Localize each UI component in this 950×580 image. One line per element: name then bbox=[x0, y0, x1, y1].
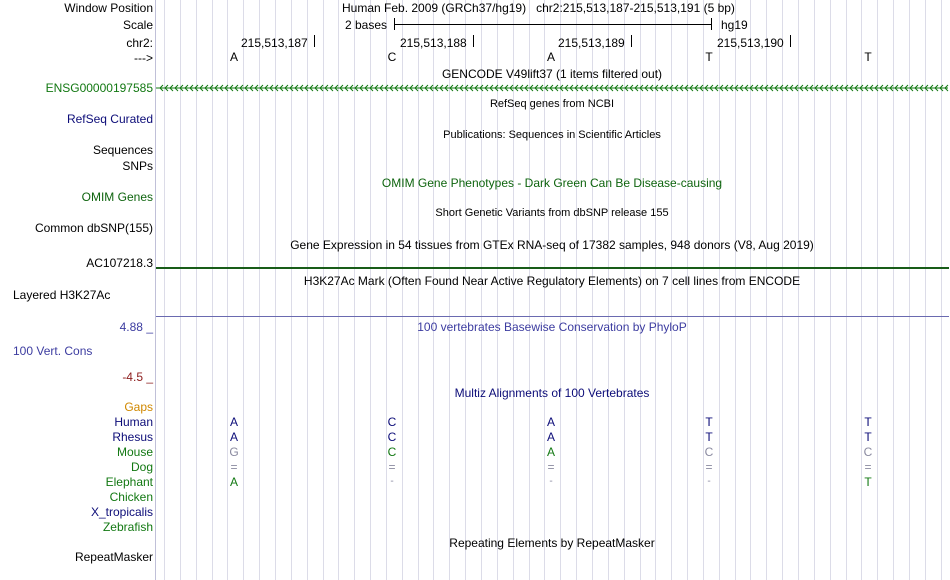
species-label[interactable]: Chicken bbox=[109, 490, 153, 504]
conservation-min-label: -4.5 _ bbox=[122, 370, 153, 384]
alignment-base: T bbox=[705, 415, 713, 429]
alignment-base: - bbox=[390, 476, 394, 487]
scale-bases: 2 bases bbox=[345, 18, 388, 32]
gaps-label[interactable]: Gaps bbox=[124, 400, 153, 414]
position-label: 215,513,190 bbox=[717, 36, 784, 50]
alignment-base: = bbox=[547, 460, 555, 474]
alignment-base: A bbox=[546, 445, 555, 459]
multiz-track-title: Multiz Alignments of 100 Vertebrates bbox=[454, 386, 650, 400]
alignment-base: C bbox=[387, 415, 397, 429]
gencode-track-title: GENCODE V49lift37 (1 items filtered out) bbox=[441, 67, 663, 81]
alignment-base: A bbox=[546, 415, 555, 429]
alignment-base: - bbox=[707, 476, 711, 487]
conservation-max-label: 4.88 _ bbox=[119, 320, 153, 334]
alignment-base: = bbox=[705, 460, 713, 474]
dbsnp-track-title: Short Genetic Variants from dbSNP release 155 bbox=[435, 207, 669, 219]
alignment-base: - bbox=[549, 476, 553, 487]
alignment-base: T bbox=[705, 430, 713, 444]
window-position-label: Window Position bbox=[64, 1, 153, 15]
alignment-base: G bbox=[229, 445, 239, 459]
alignment-base: = bbox=[230, 460, 238, 474]
alignment-base: T bbox=[864, 475, 872, 489]
position-label: 215,513,188 bbox=[400, 36, 467, 50]
species-label[interactable]: Human bbox=[114, 415, 153, 429]
scale-label: Scale bbox=[122, 18, 153, 32]
publications-sequences-label[interactable]: Sequences bbox=[92, 143, 153, 157]
publications-track-title: Publications: Sequences in Scientific Articles bbox=[443, 129, 661, 141]
alignment-base: C bbox=[863, 445, 873, 459]
refseq-track-label[interactable]: RefSeq Curated bbox=[66, 112, 153, 126]
alignment-base: T bbox=[864, 430, 872, 444]
strand-arrow: ---> bbox=[134, 51, 153, 65]
conservation-track-title: 100 vertebrates Basewise Conservation by PhyloP bbox=[417, 320, 687, 334]
alignment-base: T bbox=[864, 415, 872, 429]
gtex-gene-label[interactable]: AC107218.3 bbox=[86, 256, 153, 270]
species-label[interactable]: Rhesus bbox=[112, 430, 153, 444]
reference-base: A bbox=[229, 50, 238, 64]
species-label[interactable]: Zebrafish bbox=[102, 520, 153, 534]
conservation-track-label[interactable]: 100 Vert. Cons bbox=[13, 344, 93, 358]
species-label[interactable]: Mouse bbox=[116, 445, 153, 459]
alignment-base: = bbox=[388, 460, 396, 474]
gtex-track-title: Gene Expression in 54 tissues from GTEx RNA-seq of 17382 samples, 948 donors (V8, Aug 2019) bbox=[290, 238, 814, 252]
refseq-track-title: RefSeq genes from NCBI bbox=[489, 98, 615, 110]
gtex-gene-feature[interactable] bbox=[156, 267, 949, 269]
reference-base: A bbox=[546, 50, 555, 64]
chrom-label: chr2: bbox=[126, 36, 153, 50]
position-label: 215,513,187 bbox=[241, 36, 308, 50]
reference-base: T bbox=[705, 50, 713, 64]
repeatmasker-track-title: Repeating Elements by RepeatMasker bbox=[449, 536, 655, 550]
species-label[interactable]: Elephant bbox=[105, 475, 153, 489]
h3k27ac-track-label[interactable]: Layered H3K27Ac bbox=[13, 288, 111, 302]
dbsnp-track-label[interactable]: Common dbSNP(155) bbox=[34, 221, 153, 235]
h3k27ac-track-title: H3K27Ac Mark (Often Found Near Active Regulatory Elements) on 7 cell lines from ENCODE bbox=[303, 274, 801, 288]
omim-track-title: OMIM Gene Phenotypes - Dark Green Can Be Disease-causing bbox=[381, 176, 723, 190]
scale-assembly: hg19 bbox=[721, 18, 748, 32]
species-label[interactable]: X_tropicalis bbox=[90, 505, 153, 519]
reference-base: T bbox=[864, 50, 872, 64]
alignment-base: A bbox=[229, 415, 238, 429]
gencode-gene-label[interactable]: ENSG00000197585 bbox=[45, 81, 153, 95]
alignment-base: = bbox=[864, 460, 872, 474]
repeatmasker-track-label[interactable]: RepeatMasker bbox=[74, 550, 153, 564]
alignment-base: C bbox=[387, 445, 397, 459]
h3k27ac-signal bbox=[156, 316, 949, 317]
reference-base: C bbox=[387, 50, 397, 64]
alignment-base: A bbox=[229, 430, 238, 444]
alignment-base: C bbox=[704, 445, 714, 459]
window-position-value: Human Feb. 2009 (GRCh37/hg19) chr2:215,513,187-215,513,191 (5 bp) bbox=[342, 1, 735, 15]
publications-snps-label[interactable]: SNPs bbox=[122, 159, 153, 173]
position-label: 215,513,189 bbox=[558, 36, 625, 50]
alignment-base: C bbox=[387, 430, 397, 444]
alignment-base: A bbox=[229, 475, 238, 489]
species-label[interactable]: Dog bbox=[130, 460, 153, 474]
alignment-base: A bbox=[546, 430, 555, 444]
omim-track-label[interactable]: OMIM Genes bbox=[81, 190, 153, 204]
